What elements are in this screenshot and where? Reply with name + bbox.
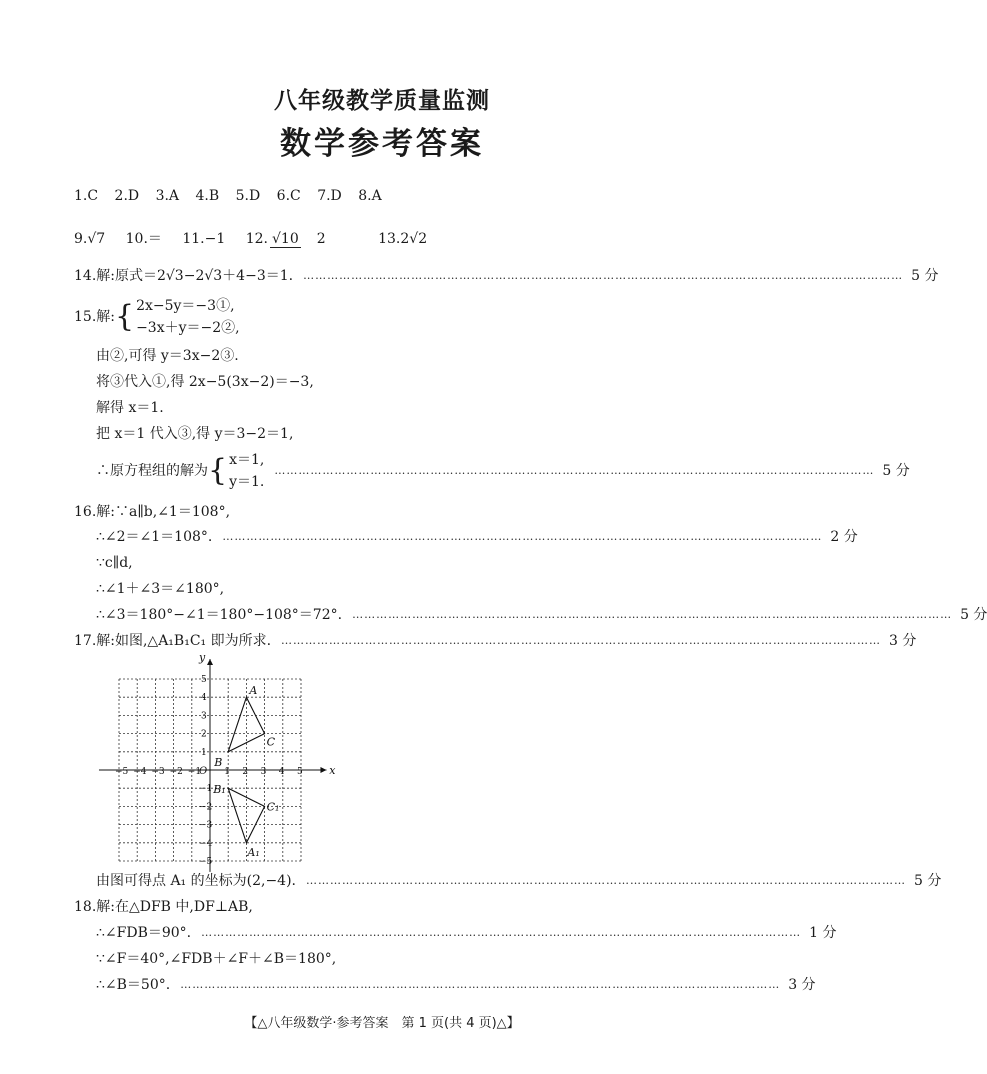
origin-label: O xyxy=(199,766,208,777)
q15-system xyxy=(74,292,694,342)
solution-system xyxy=(208,449,264,493)
fraction xyxy=(270,231,342,248)
q16-line-3: ∵c∥d, xyxy=(96,555,133,571)
x-tick-label: −5 xyxy=(115,767,129,777)
score: 5 分 xyxy=(960,607,987,623)
solution-y: y＝1. xyxy=(229,474,265,490)
x-axis-label: x xyxy=(329,764,336,777)
q15-step-3: 解得 x＝1. xyxy=(96,400,164,416)
fill-answer-12 xyxy=(246,222,358,256)
y-tick-label: 2 xyxy=(201,729,207,740)
x-axis-arrow-icon xyxy=(320,767,326,773)
leader-dots: …………………………………………………………………………………………………………………………………… xyxy=(222,530,823,543)
leader-dots: …………………………………………………………………………………………………………………………………… xyxy=(303,269,904,282)
y-axis-label: y xyxy=(199,650,206,664)
q16-line-1: 16.解:∵a∥b,∠1＝108°, xyxy=(74,504,231,520)
mc-answer: 8.A xyxy=(358,188,382,204)
q15-conclusion xyxy=(96,448,910,494)
q16-line-5-text: ∴∠3＝180°−∠1＝180°−108°＝72°. xyxy=(96,607,343,623)
q16-line-2-text: ∴∠2＝∠1＝108°. xyxy=(96,529,213,545)
y-tick-label: −3 xyxy=(199,820,213,831)
y-axis-arrow-icon xyxy=(207,659,213,665)
page-subtitle: 数学参考答案 xyxy=(280,126,484,162)
mc-answer: 2.D xyxy=(114,188,140,204)
q17-line-1 xyxy=(74,630,917,652)
mc-answer: 6.C xyxy=(276,188,301,204)
fill-answer-9: 9.√7 xyxy=(74,231,106,247)
point-label-a1: A₁ xyxy=(247,845,260,859)
x-tick-label: −3 xyxy=(151,767,165,777)
fill-answers xyxy=(74,222,694,256)
mc-answer: 4.B xyxy=(195,188,220,204)
mc-answer: 7.D xyxy=(317,188,342,204)
q17-line-2 xyxy=(96,870,942,892)
q15-prefix: 15.解: xyxy=(74,309,115,325)
equation-2: −3x＋y＝−2②, xyxy=(136,320,240,336)
mc-answer: 5.D xyxy=(235,188,261,204)
q15-step-4: 把 x＝1 代入③,得 y＝3−2＝1, xyxy=(96,426,294,442)
score: 3 分 xyxy=(788,977,816,993)
score: 5 分 xyxy=(882,463,910,479)
q15-step-2: 将③代入①,得 2x−5(3x−2)＝−3, xyxy=(96,374,314,390)
x-tick-label: −1 xyxy=(187,767,202,777)
y-tick-label: 1 xyxy=(201,747,207,758)
leader-dots: …………………………………………………………………………………………………………………………………… xyxy=(306,874,906,887)
y-tick-label: 3 xyxy=(201,711,207,722)
score: 1 分 xyxy=(809,925,837,941)
q18-line-2-text: ∴∠FDB＝90°. xyxy=(96,925,192,941)
y-tick-label: 5 xyxy=(201,675,207,685)
point-label-c: C xyxy=(266,735,276,749)
q16-line-5 xyxy=(96,604,987,626)
fraction-numerator: √10 xyxy=(271,230,299,247)
equation-1: 2x−5y＝−3①, xyxy=(136,298,235,314)
mc-answer: 1.C xyxy=(74,188,99,204)
score: 5 分 xyxy=(914,873,942,889)
q16-line-4: ∴∠1＋∠3＝∠180°, xyxy=(96,581,225,597)
brace-icon: { xyxy=(114,299,135,334)
point-label-a: A xyxy=(249,684,258,698)
fill-answer-12-prefix: 12. xyxy=(245,231,268,247)
fill-answer-10: 10.＝ xyxy=(125,231,162,247)
x-tick-label: 2 xyxy=(242,767,249,777)
fraction-denominator: 2 xyxy=(316,231,326,247)
q14-text: 14.解:原式＝2√3−2√3＋4−3＝1. xyxy=(74,268,294,284)
brace-icon: { xyxy=(208,453,228,488)
score: 3 分 xyxy=(889,633,917,649)
equation-system xyxy=(115,295,240,339)
mc-answers xyxy=(74,185,694,207)
q14-line xyxy=(74,265,939,287)
y-tick-label: −5 xyxy=(199,857,213,867)
q18-line-2 xyxy=(96,922,837,944)
y-tick-label: −1 xyxy=(199,784,213,795)
y-tick-label: −2 xyxy=(199,802,213,813)
x-tick-label: −4 xyxy=(133,767,147,777)
q18-line-3: ∵∠F＝40°,∠FDB＋∠F＋∠B＝180°, xyxy=(96,951,337,967)
q15-conclusion-text: ∴原方程组的解为 xyxy=(96,463,208,479)
x-tick-label: 5 xyxy=(297,767,303,777)
q15-step-1: 由②,可得 y＝3x−2③. xyxy=(96,348,239,364)
q18-line-4-text: ∴∠B＝50°. xyxy=(96,977,171,993)
leader-dots: …………………………………………………………………………………………………………………………………… xyxy=(274,464,875,477)
fill-answer-13: 13.2√2 xyxy=(378,231,428,247)
score: 5 分 xyxy=(911,268,939,284)
x-tick-label: 1 xyxy=(224,767,230,777)
q17-line-1-text: 17.解:如图,△A₁B₁C₁ 即为所求. xyxy=(74,633,272,649)
y-tick-label: −4 xyxy=(199,838,213,849)
x-tick-label: 4 xyxy=(278,767,285,777)
y-tick-label: 4 xyxy=(201,693,207,704)
score: 2 分 xyxy=(830,529,858,545)
q18-line-1: 18.解:在△DFB 中,DF⊥AB, xyxy=(74,899,253,915)
coordinate-grid-svg xyxy=(95,650,336,867)
page-title: 八年级教学质量监测 xyxy=(274,88,490,114)
point-label-b: B xyxy=(214,755,223,769)
q17-line-2-text: 由图可得点 A₁ 的坐标为(2,−4). xyxy=(96,873,296,889)
point-label-c1: C₁ xyxy=(266,800,280,814)
q18-line-4 xyxy=(96,974,816,996)
x-tick-label: −2 xyxy=(169,767,183,777)
fill-answer-11: 11.−1 xyxy=(182,231,226,247)
q16-line-2 xyxy=(96,526,858,548)
solution-x: x＝1, xyxy=(229,452,265,468)
mc-answer: 3.A xyxy=(155,188,180,204)
leader-dots: …………………………………………………………………………………………………………………………………… xyxy=(180,978,781,991)
leader-dots: …………………………………………………………………………………………………………………………………… xyxy=(352,608,953,621)
point-label-b1: B₁ xyxy=(213,783,226,797)
page-footer: 【△八年级数学·参考答案 第 1 页(共 4 页)△】 xyxy=(244,1016,520,1031)
leader-dots: …………………………………………………………………………………………………………………………………… xyxy=(201,926,802,939)
x-tick-label: 3 xyxy=(260,767,267,777)
leader-dots: …………………………………………………………………………………………………………………………………… xyxy=(281,634,882,647)
coordinate-figure xyxy=(95,650,336,867)
